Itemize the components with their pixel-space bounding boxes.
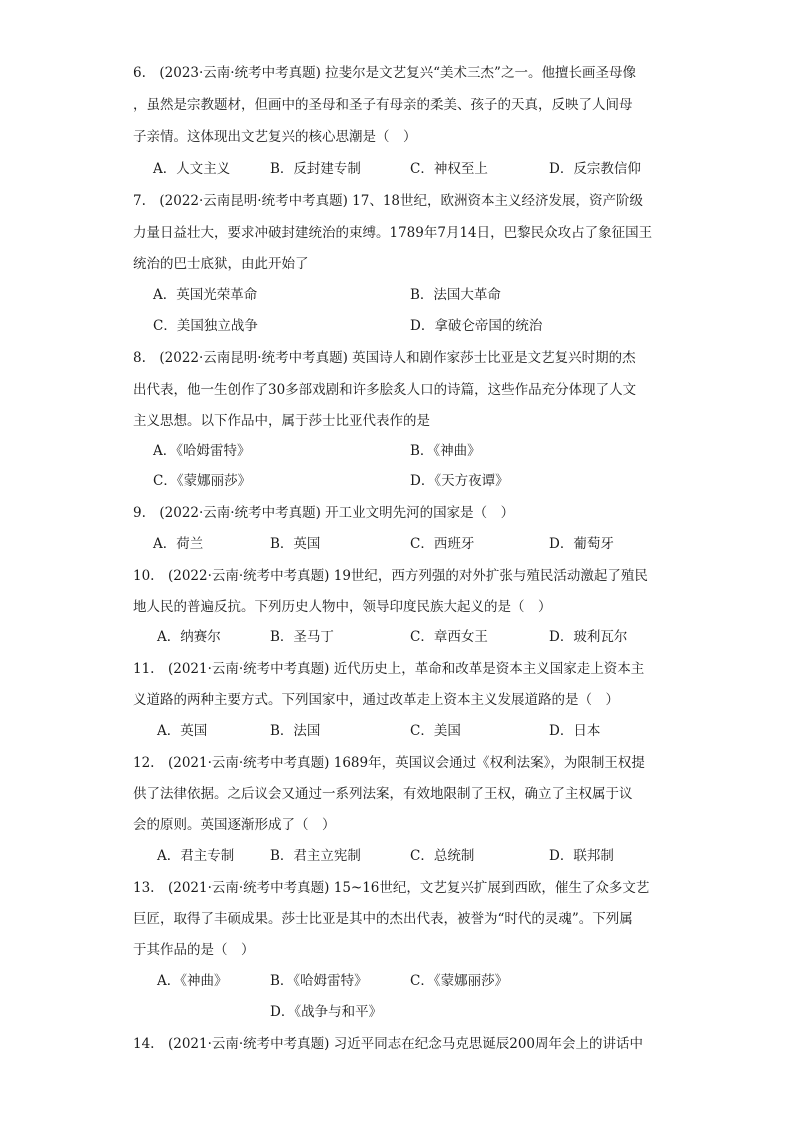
question-8-line-3: 主义思想。以下作品中，属于莎士比亚代表作的是 <box>133 413 430 429</box>
question-9-option-d: D．葡萄牙 <box>549 536 614 552</box>
question-10-option-c: C．章西女王 <box>410 629 488 645</box>
question-12-line-3: 会的原则。英国逐渐形成了（ ） <box>133 817 336 833</box>
question-10-option-a: A．纳赛尔 <box>157 629 221 645</box>
question-7-option-c: C．美国独立战争 <box>153 318 258 334</box>
question-7-line-3: 统治的巴士底狱，由此开始了 <box>133 256 309 272</box>
question-7-line-1: 7. (2022·云南昆明·统考中考真题) 17、18世纪，欧洲资本主义经济发展，资产阶级 <box>133 193 643 209</box>
question-14-line-1: 14. (2021·云南·统考中考真题) 习近平同志在纪念马克思诞辰200周年会上的讲话中 <box>133 1036 643 1052</box>
question-9-option-a: A．荷兰 <box>153 536 204 552</box>
question-9-option-b: B．英国 <box>270 536 321 552</box>
question-8-option-b: B．《神曲》 <box>410 443 481 459</box>
question-8-line-2: 出代表，他一生创作了30多部戏剧和许多脍炙人口的诗篇，这些作品充分体现了人文 <box>133 382 637 398</box>
question-9-line-1: 9. (2022·云南·统考中考真题) 开工业文明先河的国家是（ ） <box>133 505 515 521</box>
question-8-option-d: D．《天方夜谭》 <box>410 473 509 489</box>
question-7-option-d: D．拿破仑帝国的统治 <box>410 318 543 334</box>
question-6-option-b: B．反封建专制 <box>270 161 361 177</box>
question-6-option-a: A．人文主义 <box>153 161 231 177</box>
question-13-option-c: C．《蒙娜丽莎》 <box>410 973 509 989</box>
question-12-line-1: 12. (2021·云南·统考中考真题) 1689年，英国议会通过《权利法案》，为限制王权提 <box>133 755 645 771</box>
question-9-option-c: C．西班牙 <box>410 536 475 552</box>
question-13-option-d: D．《战争与和平》 <box>270 1004 383 1020</box>
question-13-line-1: 13. (2021·云南·统考中考真题) 15~16世纪，文艺复兴扩展到西欧，催生了众多文艺 <box>133 880 650 896</box>
question-13-line-2: 巨匠，取得了丰硕成果。莎士比亚是其中的杰出代表，被誉为“时代的灵魂”。下列属 <box>133 911 633 927</box>
question-12-option-a: A．君主专制 <box>157 848 235 864</box>
question-10-option-d: D．玻利瓦尔 <box>549 629 628 645</box>
question-8-line-1: 8. (2022·云南昆明·统考中考真题) 英国诗人和剧作家莎士比亚是文艺复兴时期的杰 <box>133 350 636 366</box>
question-13-option-b: B．《哈姆雷特》 <box>270 973 368 989</box>
question-6-line-2: ，虽然是宗教题材，但画中的圣母和圣子有母亲的柔美、孩子的天真，反映了人间母 <box>133 97 633 113</box>
question-12-option-b: B．君主立宪制 <box>270 848 361 864</box>
question-12-option-c: C．总统制 <box>410 848 475 864</box>
question-8-option-c: C．《蒙娜丽莎》 <box>153 473 252 489</box>
question-11-line-2: 义道路的两种主要方式。下列国家中，通过改革走上资本主义发展道路的是（ ） <box>133 692 619 708</box>
question-11-option-a: A．英国 <box>157 723 208 739</box>
question-7-option-a: A．英国光荣革命 <box>153 287 258 303</box>
question-11-option-c: C．美国 <box>410 723 461 739</box>
question-10-option-b: B．圣马丁 <box>270 629 334 645</box>
question-11-line-1: 11. (2021·云南·统考中考真题) 近代历史上，革命和改革是资本主义国家走上资本主 <box>133 661 645 677</box>
question-6-line-1: 6. (2023·云南·统考中考真题) 拉斐尔是文艺复兴“美术三杰”之一。他擅长画圣母像 <box>133 65 636 81</box>
question-10-line-1: 10. (2022·云南·统考中考真题) 19世纪，西方列强的对外扩张与殖民活动激起了殖民 <box>133 568 648 584</box>
question-11-option-b: B．法国 <box>270 723 321 739</box>
question-12-line-2: 供了法律依据。之后议会又通过一系列法案，有效地限制了王权，确立了主权属于议 <box>133 786 633 802</box>
question-6-option-d: D．反宗教信仰 <box>549 161 641 177</box>
question-13-line-3: 于其作品的是（ ） <box>133 942 255 958</box>
question-7-line-2: 力量日益壮大，要求冲破封建统治的束缚。1789年7月14日，巴黎民众攻占了象征国王 <box>133 225 653 241</box>
question-7-option-b: B．法国大革命 <box>410 287 501 303</box>
question-8-option-a: A．《哈姆雷特》 <box>153 443 251 459</box>
question-6-option-c: C．神权至上 <box>410 161 488 177</box>
question-11-option-d: D．日本 <box>549 723 601 739</box>
question-6-line-3: 子亲情。这体现出文艺复兴的核心思潮是（ ） <box>133 129 417 145</box>
question-10-line-2: 地人民的普遍反抗。下列历史人物中，领导印度民族大起义的是（ ） <box>133 599 552 615</box>
question-13-option-a: A．《神曲》 <box>157 973 228 989</box>
question-12-option-d: D．联邦制 <box>549 848 614 864</box>
